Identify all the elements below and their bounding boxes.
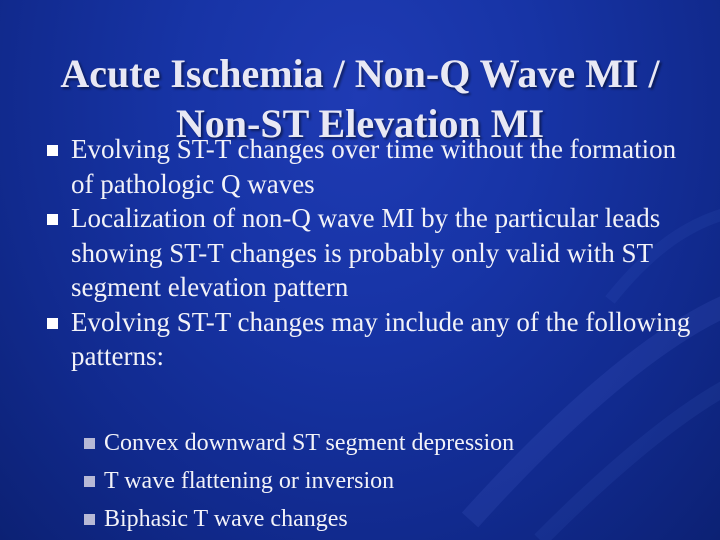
bullet-item — [45, 305, 695, 374]
square-bullet-icon — [47, 318, 58, 329]
bullet-text: Evolving ST-T changes over time without the formation of pathologic Q waves — [71, 134, 677, 199]
bullet-item — [45, 201, 695, 305]
square-bullet-icon — [47, 214, 58, 225]
sub-bullet-text: Convex downward ST segment depression — [104, 430, 515, 456]
sub-bullet-item — [83, 462, 683, 500]
bullet-item — [45, 132, 695, 201]
slide-title-line-2: Non-ST Elevation MI — [175, 100, 545, 146]
square-bullet-icon — [84, 476, 95, 487]
bullet-text: Localization of non-Q wave MI by the particular leads showing ST-T changes is probably only valid with ST segment elevation pattern — [71, 203, 661, 302]
sub-bullet-item — [83, 500, 683, 538]
square-bullet-icon — [47, 145, 58, 156]
square-bullet-icon — [84, 514, 95, 525]
square-bullet-icon — [84, 438, 95, 449]
sub-bullet-text: Biphasic T wave changes — [104, 506, 348, 532]
bullet-text: Evolving ST-T changes may include any of the following patterns: — [71, 306, 691, 371]
sub-bullet-item — [83, 424, 683, 462]
sub-bullet-text: T wave flattening or inversion — [104, 468, 395, 494]
sub-bullet-list — [83, 424, 683, 538]
bullet-list — [45, 132, 695, 374]
slide-title-line-1: Acute Ischemia / Non-Q Wave MI / — [60, 50, 660, 96]
